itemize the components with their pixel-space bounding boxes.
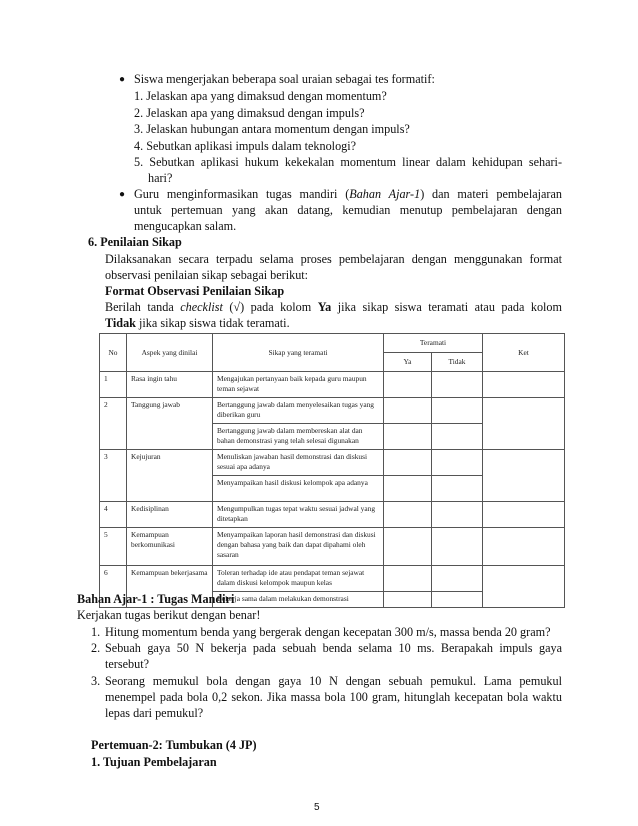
tidak-cell[interactable] [432, 502, 483, 528]
sikap-format-title: Format Observasi Penilaian Sikap [105, 284, 285, 298]
row-no: 1 [100, 372, 127, 398]
tidak-cell[interactable] [432, 476, 483, 502]
guru-bullet-line-3: mengucapkan salam. [134, 219, 237, 233]
table-row [100, 372, 565, 398]
task-number: 1. [91, 625, 101, 639]
formatif-question-5-cont: hari? [148, 171, 173, 185]
table-row [100, 398, 565, 424]
sikap-line-1: Dilaksanakan secara terpadu selama proses pembelajaran dengan menggunakan format [105, 252, 562, 266]
row-no: 3 [100, 450, 127, 502]
guru-bullet-line-1: Guru menginformasikan tugas mandiri (Bahan Ajar-1) dan materi pembelajaran [134, 187, 562, 201]
row-sikap: Mengajukan pertanyaan baik kepada guru maupun teman sejawat [213, 372, 384, 398]
formatif-bullet-text: Siswa mengerjakan beberapa soal uraian sebagai tes formatif: [134, 72, 435, 86]
ket-cell[interactable] [483, 566, 565, 608]
row-sikap: Menyampaikan laporan hasil demonstrasi dan diskusi dengan bahasa yang baik dan dapat dipahami oleh sasaran [213, 528, 384, 566]
sikap-instruction-line-1: Berilah tanda checklist (√) pada kolom Ya jika sikap siswa teramati atau pada kolom [105, 300, 563, 314]
row-sikap: Bertanggung jawab dalam membereskan alat dan bahan demonstrasi yang telah selesai digunakan [213, 424, 384, 450]
header-tidak: Tidak [432, 353, 483, 372]
ket-cell[interactable] [483, 502, 565, 528]
header-sikap: Sikap yang teramati [213, 334, 384, 372]
sikap-heading: 6. Penilaian Sikap [88, 235, 182, 249]
ya-cell[interactable] [384, 476, 432, 502]
tidak-cell[interactable] [432, 398, 483, 424]
task-1-line-1: Hitung momentum benda yang bergerak dengan kecepatan 300 m/s, massa benda 20 gram? [105, 625, 551, 639]
table-row [100, 450, 565, 476]
row-aspek: Kedisiplinan [127, 502, 213, 528]
row-aspek: Kejujuran [127, 450, 213, 502]
row-sikap: Menuliskan jawaban hasil demonstrasi dan diskusi sesuai apa adanya [213, 450, 384, 476]
ket-cell[interactable] [483, 372, 565, 398]
ket-cell[interactable] [483, 398, 565, 450]
bahan-ajar-title: Bahan Ajar-1 : Tugas Mandiri [77, 592, 235, 606]
bullet-icon: ● [119, 74, 126, 85]
ya-cell[interactable] [384, 592, 432, 608]
ya-cell[interactable] [384, 424, 432, 450]
formatif-question-5: 5. Sebutkan aplikasi hukum kekekalan momentum linear dalam kehidupan sehari- [134, 155, 562, 169]
row-sikap: Bekerja sama dalam melakukan demonstrasi [213, 592, 384, 608]
row-no: 5 [100, 528, 127, 566]
header-teramati: Teramati [384, 334, 483, 353]
ya-cell[interactable] [384, 566, 432, 592]
ya-cell[interactable] [384, 372, 432, 398]
table-row [100, 528, 565, 566]
row-sikap: Toleran terhadap ide atau pendapat teman sejawat dalam diskusi kelompok maupun kelas [213, 566, 384, 592]
table-row [100, 566, 565, 592]
bahan-ajar-intro: Kerjakan tugas berikut dengan benar! [77, 608, 261, 622]
row-aspek: Kemampuan berkomunikasi [127, 528, 213, 566]
header-aspek: Aspek yang dinilai [127, 334, 213, 372]
tujuan-pembelajaran-heading: 1. Tujuan Pembelajaran [91, 755, 217, 769]
row-sikap: Bertanggung jawab dalam menyelesaikan tugas yang diberikan guru [213, 398, 384, 424]
tidak-cell[interactable] [432, 450, 483, 476]
ya-cell[interactable] [384, 528, 432, 566]
ya-cell[interactable] [384, 450, 432, 476]
header-ket: Ket [483, 334, 565, 372]
row-aspek: Kemampuan bekerjasama [127, 566, 213, 608]
task-3-line-1: Seorang memukul bola dengan gaya 10 N dengan sebuah pemukul. Lama pemukul [105, 674, 562, 688]
task-number: 3. [91, 674, 101, 688]
observation-table [99, 333, 565, 608]
row-aspek: Tanggung jawab [127, 398, 213, 450]
header-ya: Ya [384, 353, 432, 372]
table-row [100, 502, 565, 528]
ket-cell[interactable] [483, 528, 565, 566]
tidak-cell[interactable] [432, 528, 483, 566]
sikap-instruction-line-2: Tidak jika sikap siswa tidak teramati. [105, 316, 290, 330]
row-no: 2 [100, 398, 127, 450]
formatif-question-3: 3. Jelaskan hubungan antara momentum dengan impuls? [134, 122, 410, 136]
tidak-cell[interactable] [432, 372, 483, 398]
ya-cell[interactable] [384, 398, 432, 424]
task-2-line-2: tersebut? [105, 657, 149, 671]
guru-bullet-line-2: untuk pertemuan yang akan datang, kemudian menutup pembelajaran dengan [134, 203, 562, 217]
tidak-cell[interactable] [432, 566, 483, 592]
tidak-cell[interactable] [432, 424, 483, 450]
row-no: 6 [100, 566, 127, 608]
header-no: No [100, 334, 127, 372]
sikap-line-2: observasi penilaian sikap sebagai berikut: [105, 268, 309, 282]
row-sikap: Menyampaikan hasil diskusi kelompok apa adanya [213, 476, 384, 502]
formatif-question-1: 1. Jelaskan apa yang dimaksud dengan momentum? [134, 89, 387, 103]
task-3-line-3: lepas dari pemukul? [105, 706, 204, 720]
page-number: 5 [314, 802, 320, 813]
ya-cell[interactable] [384, 502, 432, 528]
pertemuan-2-title: Pertemuan-2: Tumbukan (4 JP) [91, 738, 257, 752]
tidak-cell[interactable] [432, 592, 483, 608]
row-no: 4 [100, 502, 127, 528]
ket-cell[interactable] [483, 450, 565, 502]
task-3-line-2: menempel pada bola 0,2 sekon. Jika massa bola 100 gram, hitunglah kecepatan bola waktu [105, 690, 562, 704]
formatif-question-2: 2. Jelaskan apa yang dimaksud dengan impuls? [134, 106, 365, 120]
bullet-icon: ● [119, 189, 126, 200]
task-2-line-1: Sebuah gaya 50 N bekerja pada sebuah benda selama 10 ms. Berapakah impuls gaya [105, 641, 562, 655]
row-aspek: Rasa ingin tahu [127, 372, 213, 398]
task-number: 2. [91, 641, 101, 655]
row-sikap: Mengumpulkan tugas tepat waktu sesuai jadwal yang ditetapkan [213, 502, 384, 528]
formatif-question-4: 4. Sebutkan aplikasi impuls dalam teknologi? [134, 139, 357, 153]
